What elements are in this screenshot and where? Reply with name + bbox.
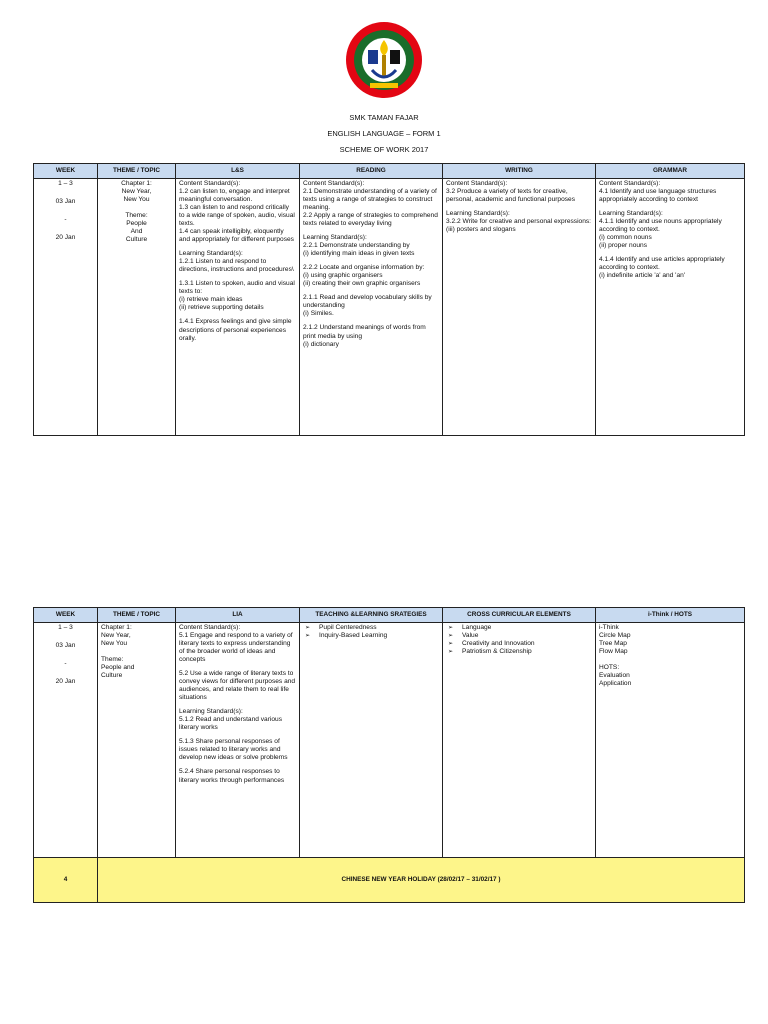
bullet-item: ➢ Creativity and Innovation — [446, 640, 592, 648]
paragraph — [303, 180, 439, 228]
paragraph-line: 1.3.1 Listen to spoken, audio and visual texts to: — [179, 280, 295, 296]
cell-line: Tree Map — [599, 640, 627, 648]
paragraph-line: 2.2 Apply a range of strategies to comprehend texts related to everyday living — [303, 212, 438, 228]
paragraph-line: 2.2.2 Locate and organise information by: — [303, 264, 425, 272]
cell-line: New You — [101, 640, 128, 648]
topic-cell — [98, 623, 176, 858]
paragraph-line: 2.2.1 Demonstrate understanding by — [303, 242, 410, 250]
paragraph-line: 1.2 can listen to, engage and interpret meaningful conversation. — [179, 188, 290, 204]
paragraph — [179, 708, 296, 732]
week-end: 20 Jan — [55, 234, 76, 242]
cell-line: Flow Map — [599, 648, 628, 656]
paragraph-line: Learning Standard(s): — [446, 210, 510, 218]
cell-line: Culture — [125, 236, 148, 244]
paragraph-line: 1.4 can speak intelligibly, eloquently and appropriately for different purposes — [179, 228, 294, 244]
bullet-item: ➢ Pupil Centeredness — [303, 624, 439, 632]
strategies-cell — [300, 623, 443, 858]
paragraph-line: Learning Standard(s): — [179, 250, 243, 258]
paragraph-line: Content Standard(s): — [303, 180, 365, 187]
paragraph-line: (iii) posters and slogans — [446, 226, 516, 234]
week-cell — [34, 179, 98, 436]
holiday-row — [34, 858, 745, 903]
paragraph-line: (i) common nouns — [599, 234, 652, 242]
cross-curricular-cell — [443, 623, 596, 858]
paragraph — [303, 294, 439, 318]
paragraph-line: Learning Standard(s): — [303, 234, 367, 242]
cell-line: People — [126, 220, 147, 228]
cell-line: Chapter 1: — [121, 180, 152, 187]
paragraph-line: Learning Standard(s): — [599, 210, 663, 218]
scheme-table-1 — [33, 163, 745, 436]
paragraph-line: 4.1 Identify and use language structures appropriately according to context — [599, 188, 717, 204]
scheme-table-2 — [33, 607, 745, 903]
cell-line: HOTS: — [599, 664, 620, 672]
paragraph-line: (i) Similes. — [303, 310, 334, 318]
paragraph-line: (i) retrieve main ideas — [179, 296, 243, 304]
cell-line: And — [130, 228, 143, 236]
paragraph-line: (i) indefinite article 'a' and 'an' — [599, 272, 686, 280]
bullet-item: ➢ Value — [446, 632, 592, 640]
paragraph — [179, 180, 296, 244]
paragraph-line: 4.1.1 Identify and use nouns appropriately according to context. — [599, 218, 722, 234]
paragraph-line: 3.2 Produce a variety of texts for creative, personal, academic and functional purposes — [446, 188, 576, 204]
bullet-item: ➢ Language — [446, 624, 592, 632]
paragraph-line: Content Standard(s): — [179, 180, 241, 187]
header-grammar: GRAMMAR — [596, 164, 745, 179]
ithink-cell — [596, 623, 745, 858]
cell-line — [599, 656, 741, 664]
paragraph — [179, 768, 296, 784]
cell-line: New You — [123, 196, 150, 204]
cell-line: Evaluation — [599, 672, 630, 680]
school-crest-icon — [344, 20, 424, 100]
table-header-row — [34, 608, 745, 623]
paragraph-line: (ii) retrieve supporting details — [179, 304, 264, 312]
paragraph-line: (ii) creating their own graphic organisers — [303, 280, 421, 288]
header-ls: L&S — [176, 164, 300, 179]
paragraph — [303, 324, 439, 348]
paragraph-line: 1.4.1 Express feelings and give simple descriptions of personal experiences orally. — [179, 318, 292, 342]
table-header-row — [34, 164, 745, 179]
paragraph-line: 5.1.2 Read and understand various literary works — [179, 716, 283, 732]
cell-line: New Year, — [101, 632, 131, 640]
writing-cell — [443, 179, 596, 436]
week-cell — [34, 623, 98, 858]
paragraph-line: (i) using graphic organisers — [303, 272, 383, 280]
cell-line: Theme: — [101, 656, 124, 664]
header-week: WEEK — [34, 608, 98, 623]
cell-line: i-Think — [599, 624, 619, 631]
week-range: 1 – 3 — [58, 624, 73, 631]
cell-line: Chapter 1: — [101, 624, 132, 631]
header-week: WEEK — [34, 164, 98, 179]
paragraph-line: 1.3 can listen to and respond critically to a wide range of spoken, audio, visual texts. — [179, 204, 295, 228]
school-name: SMK TAMAN FAJAR — [349, 113, 419, 122]
cell-line: Culture — [101, 672, 123, 680]
paragraph — [303, 234, 439, 258]
paragraph — [599, 180, 741, 204]
week-dash: - — [64, 660, 67, 668]
paragraph-line: 4.1.4 Identify and use articles appropriately according to context. — [599, 256, 725, 272]
bullet-item: ➢ Patriotism & Citizenship — [446, 648, 592, 656]
paragraph-line: (i) dictionary — [303, 340, 339, 348]
cell-line: Theme: — [125, 212, 148, 220]
paragraph — [446, 210, 592, 234]
week-end: 20 Jan — [55, 678, 76, 686]
lia-cell — [176, 623, 300, 858]
paragraph — [446, 180, 592, 204]
week-start: 03 Jan — [55, 198, 76, 206]
cell-line — [101, 204, 172, 212]
paragraph — [179, 280, 296, 312]
paragraph-line: Learning Standard(s): — [179, 708, 243, 716]
cell-line: New Year, — [121, 188, 152, 196]
paragraph — [303, 264, 439, 288]
week-dash: - — [64, 216, 67, 224]
paragraph-line: 2.1.2 Understand meanings of words from print media by using — [303, 324, 426, 340]
document-title: SCHEME OF WORK 2017 — [339, 145, 429, 154]
header-writing: WRITING — [443, 164, 596, 179]
paragraph-line: 1.2.1 Listen to and respond to directions, instructions and procedures\ — [179, 258, 294, 274]
bullet-item: ➢ Inquiry-Based Learning — [303, 632, 439, 640]
holiday-text: CHINESE NEW YEAR HOLIDAY (28/02/17 – 31/02/17 ) — [98, 858, 745, 903]
holiday-week: 4 — [34, 858, 98, 903]
header-ithink-hots: i-Think / HOTS — [596, 608, 745, 623]
header-theme-topic: THEME / TOPIC — [98, 608, 176, 623]
paragraph-line: Content Standard(s): — [179, 624, 241, 631]
week-range: 1 – 3 — [58, 180, 73, 187]
paragraph — [179, 738, 296, 762]
paragraph — [179, 624, 296, 664]
paragraph — [599, 256, 741, 280]
cell-line — [101, 648, 172, 656]
paragraph-line: Content Standard(s): — [599, 180, 661, 187]
ls-cell — [176, 179, 300, 436]
paragraph-line: 2.1 Demonstrate understanding of a variety of texts using a range of strategies to construct meaning. — [303, 188, 437, 212]
header-cross-curricular: CROSS CURRICULAR ELEMENTS — [443, 608, 596, 623]
header-strategies: TEACHING &LEARNING SRATEGIES — [300, 608, 443, 623]
paragraph — [179, 318, 296, 342]
cell-line: Application — [599, 680, 632, 688]
paragraph-line: (i) identifying main ideas in given texts — [303, 250, 415, 258]
cell-line: People and — [101, 664, 135, 672]
header-theme-topic: THEME / TOPIC — [98, 164, 176, 179]
paragraph — [179, 250, 296, 274]
cell-line: Circle Map — [599, 632, 631, 640]
table-row — [34, 623, 745, 858]
grammar-cell — [596, 179, 745, 436]
paragraph-line: 5.2 Use a wide range of literary texts to convey views for different purposes and audiences, and relate them to real life situations — [179, 670, 296, 702]
paragraph-line: 5.1 Engage and respond to a variety of literary texts to express understanding of the broader world of ideas and concepts — [179, 632, 293, 664]
subject-title: ENGLISH LANGUAGE – FORM 1 — [327, 129, 441, 138]
paragraph-line: 2.1.1 Read and develop vocabulary skills by understanding — [303, 294, 432, 310]
document-header — [0, 110, 768, 158]
paragraph-line: (ii) proper nouns — [599, 242, 648, 250]
paragraph-line: 5.2.4 Share personal responses to literary works through performances — [179, 768, 285, 784]
reading-cell — [300, 179, 443, 436]
week-start: 03 Jan — [55, 642, 76, 650]
header-reading: READING — [300, 164, 443, 179]
paragraph-line: Content Standard(s): — [446, 180, 508, 187]
table-row — [34, 179, 745, 436]
topic-cell — [98, 179, 176, 436]
paragraph-line: 3.2.2 Write for creative and personal expressions: — [446, 218, 592, 226]
paragraph — [599, 210, 741, 250]
header-lia: LIA — [176, 608, 300, 623]
paragraph — [179, 670, 296, 702]
paragraph-line: 5.1.3 Share personal responses of issues related to literary works and develop new ideas or solve problems — [179, 738, 288, 762]
